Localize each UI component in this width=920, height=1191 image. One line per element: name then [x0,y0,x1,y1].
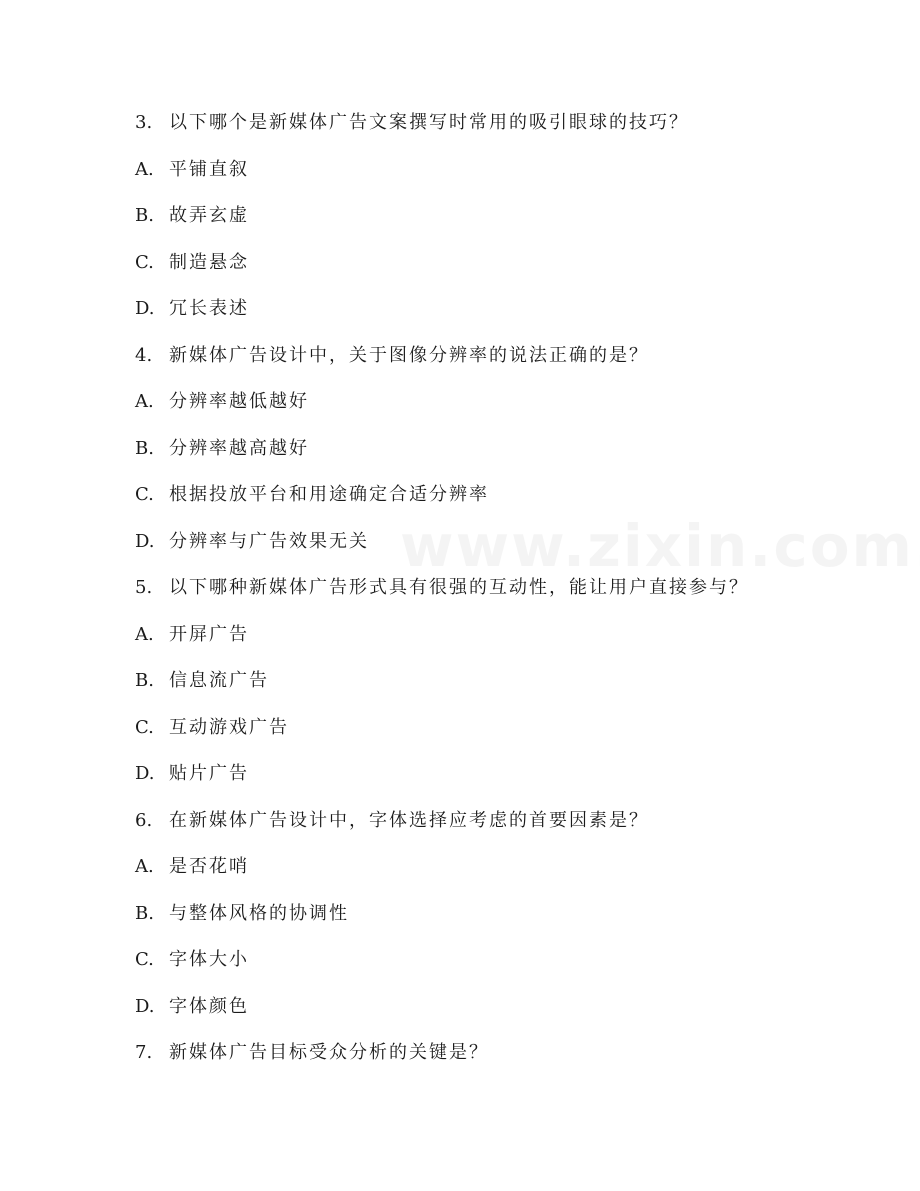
option-letter: B. [135,670,154,691]
option-line [135,898,815,945]
option-letter: A. [135,856,154,877]
option-line [135,851,815,898]
option-line [135,526,815,573]
option-letter: C. [135,484,154,505]
option-letter: D. [135,763,155,784]
option-text: 贴片广告 [169,763,249,784]
option-text: 是否花哨 [169,856,249,877]
question-number: 4. [135,344,153,366]
question-text: 新媒体广告设计中，关于图像分辨率的说法正确的是？ [169,344,649,366]
option-text: 开屏广告 [169,623,249,645]
option-text: 与整体风格的协调性 [169,902,349,924]
question-line [135,1037,815,1084]
option-line [135,712,815,759]
option-text: 字体颜色 [169,995,249,1017]
option-line [135,944,815,991]
option-text: 互动游戏广告 [169,716,289,738]
option-letter: A. [135,158,154,180]
option-letter: C. [135,716,154,738]
option-text: 信息流广告 [169,670,269,691]
option-line [135,200,815,247]
question-text: 在新媒体广告设计中，字体选择应考虑的首要因素是？ [169,809,649,831]
option-line [135,619,815,666]
question-line [135,107,815,154]
question-line [135,805,815,852]
option-line [135,758,815,805]
question-text: 新媒体广告目标受众分析的关键是？ [169,1042,489,1063]
question-line [135,572,815,619]
option-line [135,665,815,712]
option-letter: D. [135,530,155,552]
option-letter: A. [135,623,154,645]
option-text: 字体大小 [169,949,249,970]
option-text: 制造悬念 [169,251,249,273]
option-letter: D. [135,995,155,1017]
option-text: 分辨率越高越好 [169,437,309,459]
option-line [135,247,815,294]
option-line [135,479,815,526]
option-line [135,154,815,201]
option-text: 根据投放平台和用途确定合适分辨率 [169,484,489,505]
option-line [135,293,815,340]
option-line [135,386,815,433]
option-letter: B. [135,205,154,226]
question-number: 6. [135,809,153,831]
option-letter: B. [135,437,154,459]
option-letter: A. [135,391,154,412]
question-text: 以下哪个是新媒体广告文案撰写时常用的吸引眼球的技巧？ [169,112,689,133]
option-text: 平铺直叙 [169,158,249,180]
question-text: 以下哪种新媒体广告形式具有很强的互动性，能让用户直接参与？ [169,577,749,598]
question-number: 7. [135,1042,153,1063]
question-list [135,107,815,1084]
option-letter: D. [135,298,155,319]
option-line [135,433,815,480]
question-line [135,340,815,387]
option-text: 分辨率与广告效果无关 [169,530,369,552]
option-line [135,991,815,1038]
option-letter: C. [135,949,154,970]
question-number: 5. [135,577,153,598]
option-text: 分辨率越低越好 [169,391,309,412]
option-letter: B. [135,902,154,924]
question-number: 3. [135,112,153,133]
option-text: 冗长表述 [169,298,249,319]
option-text: 故弄玄虚 [169,205,249,226]
option-letter: C. [135,251,154,273]
